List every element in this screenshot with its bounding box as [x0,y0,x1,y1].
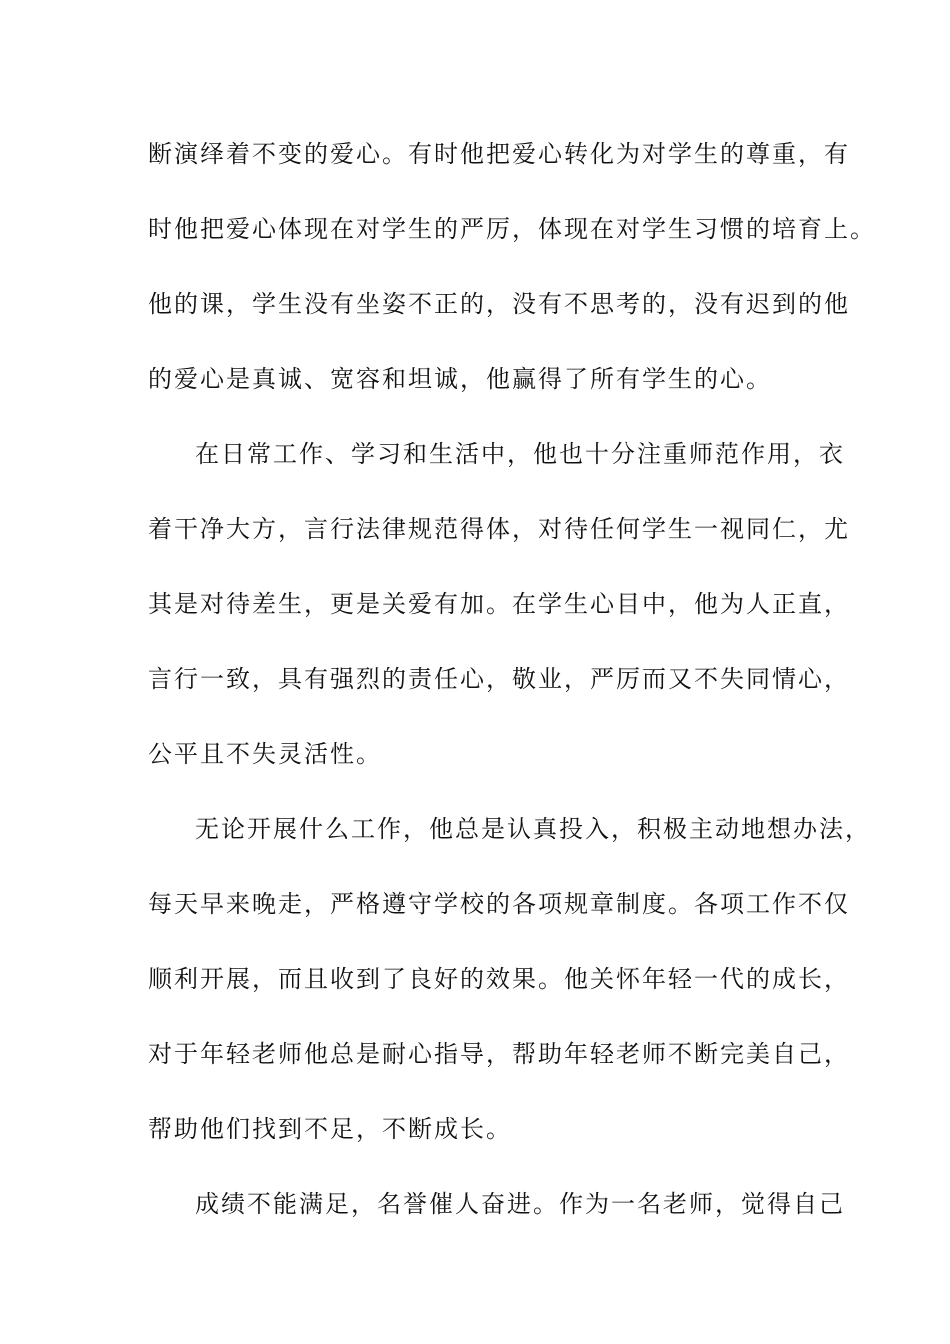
text-line: 每天早来晚走，严格遵守学校的各项规章制度。各项工作不仅 [148,890,850,918]
text-line: 他的课，学生没有坐姿不正的，没有不思考的，没有迟到的他 [148,290,850,318]
text-line: 时他把爱心体现在对学生的严厉，体现在对学生习惯的培育上。 [148,215,876,243]
text-line: 帮助他们找到不足，不断成长。 [148,1115,512,1143]
text-line: 其是对待差生，更是关爱有加。在学生心目中，他为人正直， [148,590,850,618]
text-line: 公平且不失灵活性。 [148,740,382,768]
text-line: 的爱心是真诚、宽容和坦诚，他赢得了所有学生的心。 [148,365,772,393]
text-line: 顺利开展，而且收到了良好的效果。他关怀年轻一代的成长， [148,965,850,993]
text-line: 成绩不能满足，名誉催人奋进。作为一名老师，觉得自己 [195,1190,845,1218]
text-line: 在日常工作、学习和生活中，他也十分注重师范作用，衣 [195,440,845,468]
text-line: 无论开展什么工作，他总是认真投入，积极主动地想办法， [195,815,871,843]
text-line: 着干净大方，言行法律规范得体，对待任何学生一视同仁，尤 [148,515,850,543]
text-line: 断演绎着不变的爱心。有时他把爱心转化为对学生的尊重，有 [148,140,850,168]
text-line: 对于年轻老师他总是耐心指导，帮助年轻老师不断完美自己， [148,1040,850,1068]
text-line: 言行一致，具有强烈的责任心，敬业，严厉而又不失同情心， [148,665,850,693]
